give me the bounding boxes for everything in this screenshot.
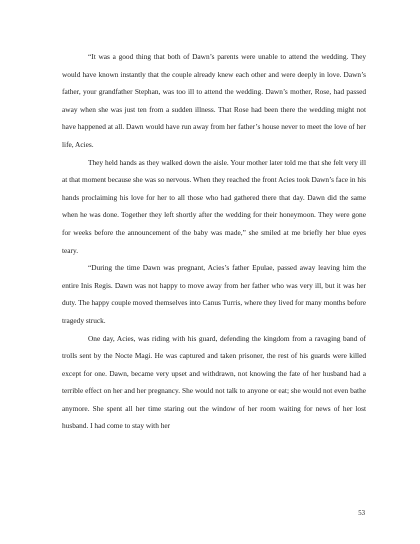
paragraph-2: They held hands as they walked down the aisle. Your mother later told me that she felt very ill at that moment because she was so nervous. When they reached the front Acies took Dawn’s face in his hands proclaiming his love for her to all those who had gathered there that day. Dawn did the same when he was done. Together they left shortly after the wedding for their honeymoon. They were gone for weeks before the announcement of the baby was made,” she smiled at me briefly her blue eyes teary. (62, 157, 366, 255)
paragraph-3: “During the time Dawn was pregnant, Acies’s father Epulae, passed away leaving him the entire Inis Regis. Dawn was not happy to move away from her father who was very ill, but it was her duty. The happy couple moved themselves into Canus Turris, where they lived for many months before tragedy struck. (62, 263, 366, 325)
page-number: 53 (358, 510, 365, 517)
body-text (62, 48, 366, 435)
paragraph-4: One day, Acies, was riding with his guard, defending the kingdom from a ravaging band of trolls sent by the Nocte Magi. He was captured and taken prisoner, the rest of his guards were killed except for one. Dawn, became very upset and withdrawn, not knowing the fate of her husband had a terrible effect on her and her pregnancy. She would not talk to anyone or eat; she would not even bathe anymore. She spent all her time staring out the window of her room waiting for news of her lost husband. I had come to stay with her (62, 333, 366, 431)
paragraph-1: “It was a good thing that both of Dawn’s parents were unable to attend the wedding. They would have known instantly that the couple already knew each other and were deeply in love. Dawn’s father, your grandfather Stephan, was too ill to attend the wedding. Dawn’s mother, Rose, had passed away when she was just ten from a sudden illness. That Rose had been there the wedding might not have happened at all. Dawn would have run away from her father’s house never to meet the love of her life, Acies. (62, 52, 366, 149)
